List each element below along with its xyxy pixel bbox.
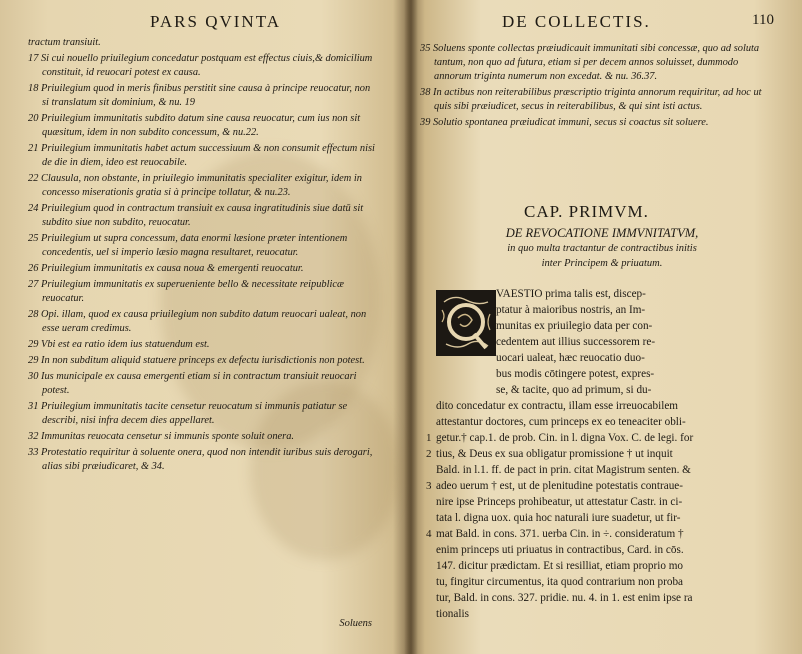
body-line-text: Bald. in l.1. ff. de pact in prin. citat Magistrum senten. & <box>436 464 691 476</box>
body-line <box>436 494 781 510</box>
summary-entry: 20 Priuilegium immunitatis subdito datum sine causa reuocatur, cum ius non sit quæsitum, idem in non subdito concessum, & nu.22. <box>28 113 361 138</box>
body-line-text: mat Bald. in cons. 371. uerba Cin. in ÷. consideratum † <box>436 528 684 540</box>
body-line <box>436 382 781 398</box>
body-line <box>436 302 781 318</box>
body-line-text: cedentem aut illius successorem re- <box>496 336 656 348</box>
summary-entry: 29 Vbi est ea ratio idem ius statuendum est. <box>28 339 210 350</box>
body-line <box>436 366 781 382</box>
summary-entry: 18 Priuilegium quod in meris finibus perstitit sine causa à principe reuocatur, non si translatum sit dominium, & nu. 19 <box>28 83 371 108</box>
body-line-text: attestantur doctores, cum princeps ex eo teneaciter obli- <box>436 416 686 428</box>
body-line-text: VAESTIO prima talis est, discep- <box>496 288 646 300</box>
body-line <box>436 318 781 334</box>
summary-entry: 31 Priuilegium immunitatis tacite censetur reuocatum si immunis patiatur se describi, nisi infra decem dies appellaret. <box>28 401 348 426</box>
body-line-text: adeo uerum † est, ut de plenitudine potestatis contraue- <box>436 480 683 492</box>
body-line-text: tius, & Deus ex sua obligatur promissione † ut inquit <box>436 448 673 460</box>
chapter-subtitle <box>432 226 772 271</box>
body-line <box>436 414 781 430</box>
body-line <box>426 430 781 446</box>
body-line <box>436 350 781 366</box>
summary-entry: 29 In non subditum aliquid statuere princeps ex defectu iurisdictionis non potest. <box>28 355 365 366</box>
body-line-text: dito concedatur ex contractu, illam esse irreuocabilem <box>436 400 678 412</box>
body-line <box>436 558 781 574</box>
summary-entry: 17 Si cui nouello priuilegium concedatur postquam est effectus ciuis,& domicilium constituit, id reuocari potest ex causa. <box>28 53 373 78</box>
body-line <box>426 478 781 494</box>
catchword: Soluens <box>339 618 372 629</box>
summary-entry: 38 In actibus non reiterabilibus præscriptio triginta annorum requiritur, ad hoc ut quis sibi præiudicet, secus in reiterabilibus, & qui sint isti actus. <box>420 87 762 112</box>
chapter-title: CAP. PRIMVM. <box>524 202 649 221</box>
body-line-text: se, & tacite, quo ad primum, si du- <box>496 384 652 396</box>
body-line-text: nire ipse Princeps prohibeatur, ut attestatur Castr. in ci- <box>436 496 683 508</box>
body-line-text: bus modis cōtingere potest, expres- <box>496 368 655 380</box>
body-line-text: enim princeps uti priuatus in contractibus, Card. in cōs. <box>436 544 684 556</box>
page-number: 110 <box>752 12 774 28</box>
body-line <box>436 574 781 590</box>
summary-entry: 32 Immunitas reuocata censetur si immunis sponte soluit onera. <box>28 431 295 442</box>
running-header: DE COLLECTIS. <box>502 12 651 31</box>
subtitle-line: inter Principem & priuatum. <box>541 258 663 269</box>
summary-entry: 35 Soluens sponte collectas præiudicauit immunitati sibi concessæ, quo ad soluta tantum, non quo ad futura, etiam si per decem annos soluisset, dummodo annorum triginta numerum non excedat. & nu. 36.37. <box>420 43 760 82</box>
summary-entry: 33 Protestatio requiritur à soluente onera, quod non intendit iuribus suis derogari, alias sibi præiudicaret, & 34. <box>28 447 373 472</box>
right-page <box>412 0 802 654</box>
body-line-text: 147. dicitur prædictam. Et si resilliat, etiam proprio mo <box>436 560 684 572</box>
summary-entry: 25 Priuilegium ut supra concessum, data enormi læsione præter intentionem concedentis, uel si imperio læsio magna resultaret, reuocatur. <box>28 233 348 258</box>
summary-entry: 28 Opi. illam, quod ex causa priuilegium non subdito datum reuocari ualeat, non esse ueram credimus. <box>28 309 367 334</box>
margin-note-number: 2 <box>426 448 432 460</box>
margin-note-number: 3 <box>426 480 432 492</box>
body-line <box>436 590 781 606</box>
summary-entry: tractum transiuit. <box>28 37 101 48</box>
summary-entry: 22 Clausula, non obstante, in priuilegio immunitatis specialiter exigitur, idem in concesso miserationis gratia si à principe tollatur, & nu.23. <box>28 173 362 198</box>
margin-note-number: 4 <box>426 528 432 540</box>
body-line <box>436 462 781 478</box>
body-line-text: munitas ex priuilegio data per con- <box>496 320 653 332</box>
body-line-text: tata l. digna uox. quia hoc naturali iure suadetur, ut fir- <box>436 512 681 524</box>
subtitle-line: in quo multa tractantur de contractibus initis <box>507 243 697 254</box>
body-line-text: getur.† cap.1. de prob. Cin. in l. digna Vox. C. de legi. for <box>436 432 694 444</box>
body-line <box>436 510 781 526</box>
body-line <box>436 334 781 350</box>
body-line <box>436 286 781 302</box>
body-line <box>436 606 781 622</box>
body-line <box>426 446 781 462</box>
summary-list <box>420 42 770 132</box>
running-header: PARS QVINTA <box>150 12 282 31</box>
body-line-text: tu, fingitur circumentus, ita quod contrarium non proba <box>436 576 683 588</box>
subtitle-line: DE REVOCATIONE IMMVNITATVM, <box>505 226 699 240</box>
summary-entry: 24 Priuilegium quod in contractum transiuit ex causa ingratitudinis siue datū sit subdito siue non subdito, reuocatur. <box>28 203 364 228</box>
body-line-text: ptatur à maioribus nostris, an Im- <box>496 304 646 316</box>
body-line-text: tur, Bald. in cons. 327. pridie. nu. 4. in 1. est enim ipse ra <box>436 592 693 604</box>
body-line <box>436 542 781 558</box>
body-line <box>426 526 781 542</box>
summary-entry: 21 Priuilegium immunitatis habet actum successiuum & non consumit effectum nisi de die in diem, ideo est reuocabile. <box>28 143 375 168</box>
summary-list <box>28 36 378 476</box>
summary-entry: 26 Priuilegium immunitatis ex causa noua & emergenti reuocatur. <box>28 263 304 274</box>
body-line-text: tionalis <box>436 608 469 620</box>
chapter-body <box>426 286 781 622</box>
summary-entry: 39 Solutio spontanea præiudicat immuni, secus si coactus sit soluere. <box>420 117 709 128</box>
summary-entry: 30 Ius municipale ex causa emergenti etiam si in contractum transiuit reuocari potest. <box>28 371 357 396</box>
body-line <box>436 398 781 414</box>
summary-entry: 27 Priuilegium immunitatis ex superueniente bello & necessitate reipublicæ reuocatur. <box>28 279 344 304</box>
margin-note-number: 1 <box>426 432 432 444</box>
body-line-text: uocari ualeat, hæc reuocatio duo- <box>496 352 645 364</box>
